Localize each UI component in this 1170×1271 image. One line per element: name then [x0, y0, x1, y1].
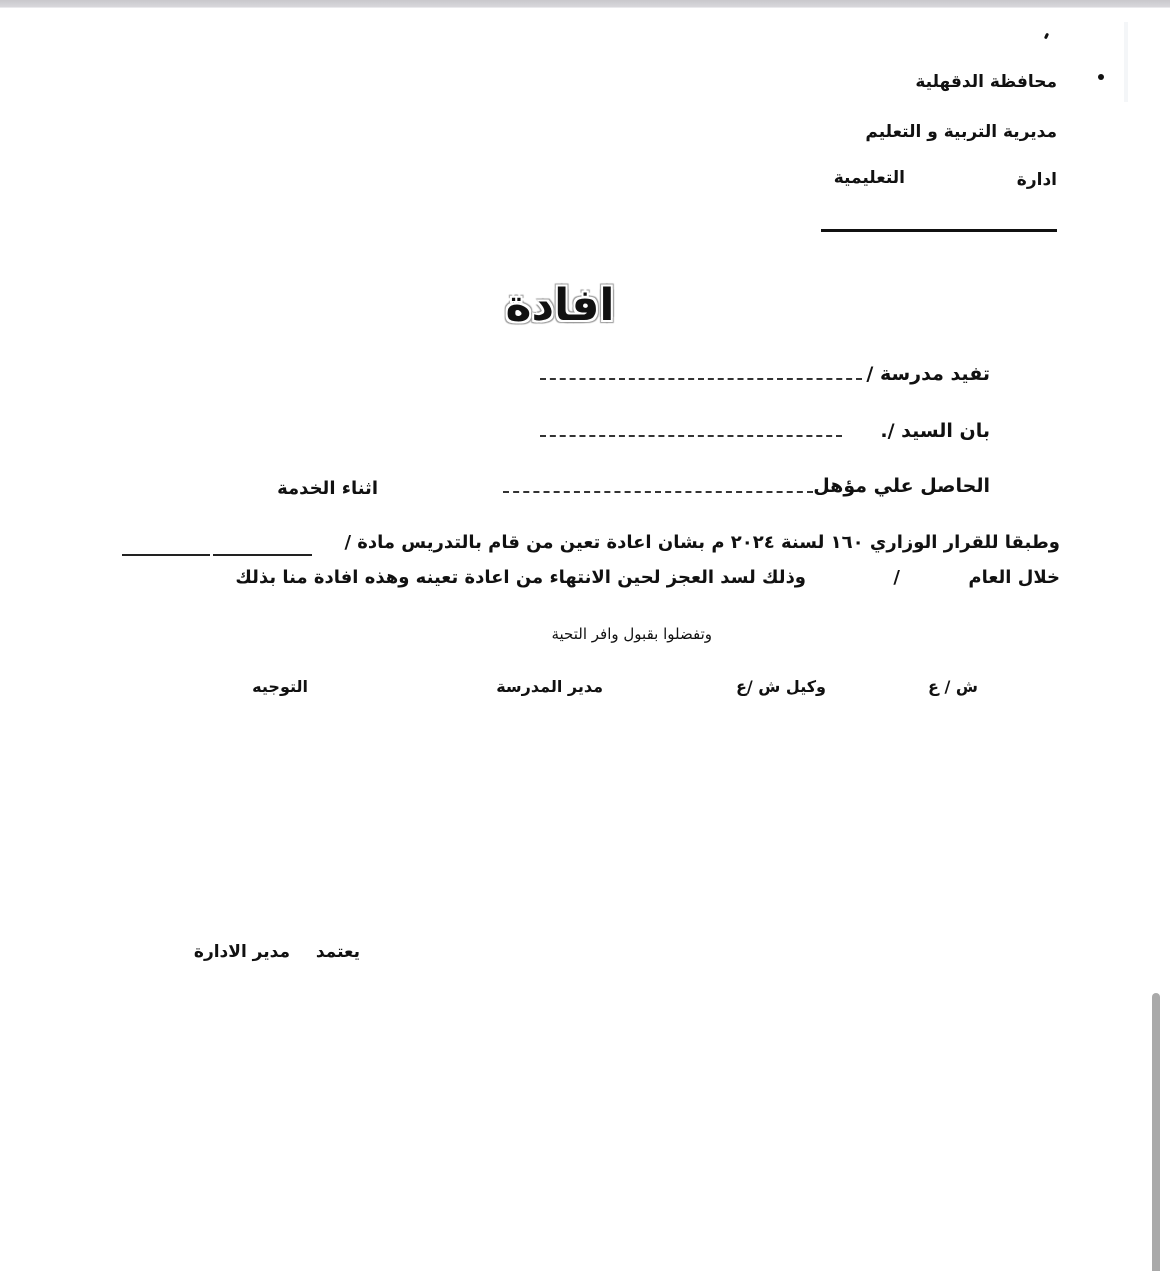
approval-verb: يعتمد	[315, 942, 360, 962]
signature-teacher-affairs: ش / ع	[928, 677, 978, 696]
subject-blank-1[interactable]	[122, 554, 210, 556]
body-line-1: وطبقا للقرار الوزاري ١٦٠ لسنة ٢٠٢٤ م بشان اعادة تعين من قام بالتدريس مادة /	[344, 532, 1060, 553]
document-title: افادة	[505, 280, 615, 331]
year-label: خلال العام	[968, 567, 1060, 588]
qualification-blank[interactable]	[503, 491, 813, 493]
scan-edge-artifact	[1124, 22, 1128, 102]
school-blank[interactable]	[540, 378, 862, 380]
approval-title: مدير الادارة	[193, 942, 290, 962]
year-slash: /	[893, 567, 900, 588]
closing-line: وتفضلوا بقبول وافر التحية	[551, 625, 712, 643]
vertical-scrollbar[interactable]	[1152, 993, 1160, 1271]
qualification-label: الحاصل علي مؤهل	[813, 475, 990, 497]
administration-suffix: التعليمية	[833, 168, 905, 188]
administration-label: ادارة	[1016, 170, 1057, 190]
school-label: تفيد مدرسة /	[866, 363, 990, 385]
qualification-suffix: اثناء الخدمة	[277, 478, 378, 499]
signature-school-principal: مدير المدرسة	[496, 677, 603, 696]
viewer-top-bar	[0, 0, 1170, 8]
subject-blank-2[interactable]	[213, 554, 312, 556]
signature-supervision: التوجيه	[252, 677, 308, 696]
bullet-dot-icon	[1098, 74, 1104, 80]
directorate-name: مديرية التربية و التعليم	[865, 122, 1057, 142]
mister-label: بان السيد /.	[880, 420, 990, 442]
header-rule	[821, 229, 1057, 232]
body-line-2: وذلك لسد العجز لحين الانتهاء من اعادة تعينه وهذه افادة منا بذلك	[235, 567, 806, 588]
mister-blank[interactable]	[540, 435, 842, 437]
signature-deputy-teacher-affairs: وكيل ش /ع	[735, 677, 826, 696]
governorate-name: محافظة الدقهلية	[915, 72, 1057, 92]
